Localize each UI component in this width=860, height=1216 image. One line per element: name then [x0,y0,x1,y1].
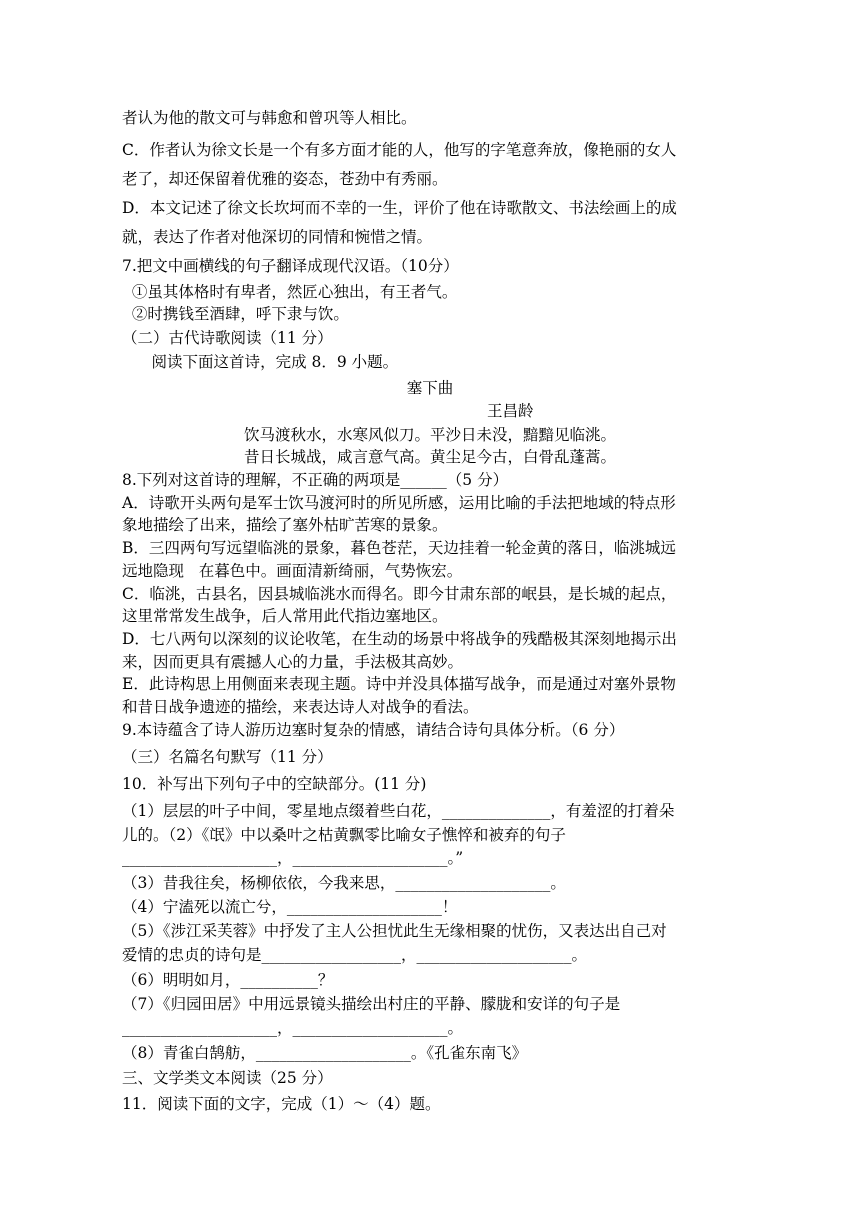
dictation-blanks: ____________________，____________________。” [122,849,464,867]
option-d-line-1: D．本文记述了徐文长坎坷而不幸的一生，评价了他在诗歌散文、书法绘画上的成 [122,199,677,217]
poetry-instruction: 阅读下面这首诗，完成 8．9 小题。 [122,353,399,371]
dictation-7: （7）《归园田居》中用远景镜头描绘出村庄的平静、朦胧和安详的句子是 [122,995,621,1013]
sentence-2: ②时携钱至酒肆，呼下隶与饮。 [122,305,349,323]
poem-author: 王昌龄 [487,402,534,420]
section-heading-poetry: （二）古代诗歌阅读（11 分） [122,329,333,347]
question-11: 11．阅读下面的文字，完成（1）～（4）题。 [122,1095,441,1113]
dictation-8: （8）青雀白鹄舫，____________________。《孔雀东南飞》 [122,1044,528,1062]
dictation-4: （4）宁溘死以流亡兮，____________________！ [122,898,458,916]
option-d-line-2: 就，表达了作者对他深切的同情和惋惜之情。 [122,228,433,246]
option-e-line-2: 和昔日战争遗迹的描绘，来表达诗人对战争的看法。 [122,698,479,716]
dictation-1: （1）层层的叶子中间，零星地点缀着些白花，______________，有羞涩的打着朵 [122,802,675,820]
option-b-line-1: B．三四两句写远望临洮的景象，暮色苍茫，天边挂着一轮金黄的落日，临洮城远 [122,539,676,557]
poem-line: 饮马渡秋水，水寒风似刀。平沙日未没，黯黯见临洮。 [243,426,616,444]
section-heading-literature: 三、文学类文本阅读（25 分） [122,1069,333,1087]
dictation-5-line-2: 爱情的忠贞的诗句是__________________，____________________。 [122,946,588,964]
option-c-line-2: 老了，却还保留着优雅的姿态，苍劲中有秀丽。 [122,170,448,188]
section-heading-dictation: （三）名篇名句默写（11 分） [122,748,333,766]
option-e-line-1: E．此诗构思上用侧面来表现主题。诗中并没具体描写战争，而是通过对塞外景物 [122,675,676,693]
option-a-line-1: A．诗歌开头两句是军士饮马渡河时的所见所感，运用比喻的手法把地域的特点形 [122,494,676,512]
question-9: 9.本诗蕴含了诗人游历边塞时复杂的情感，请结合诗句具体分析。（6 分） [122,721,625,739]
question-10: 10．补写出下列句子中的空缺部分。(11 分) [122,775,427,793]
dictation-5-line-1: （5）《涉江采芙蓉》中抒发了主人公担忧此生无缘相聚的忧伤，又表达出自己对 [122,922,667,940]
dictation-2: 儿的。（2）《氓》中以桑叶之枯黄飘零比喻女子憔悴和被弃的句子 [122,826,566,844]
dictation-3: （3）昔我往矣，杨柳依依，今我来思，____________________。 [122,874,566,892]
option-d-line-1: D．七八两句以深刻的议论收笔，在生动的场景中将战争的残酷极其深刻地揭示出 [122,630,677,648]
poem-line: 昔日长城战，咸言意气高。黄尘足今古，白骨乱蓬蒿。 [243,448,616,466]
option-d-line-2: 来，因而更具有震撼人心的力量，手法极其高妙。 [122,653,464,671]
question-8: 8.下列对这首诗的理解，不正确的两项是______（5 分） [122,471,509,489]
option-c-line-2: 这里常常发生战争，后人常用此代指边塞地区。 [122,607,448,625]
option-a-line-2: 象地描绘了出来，描绘了塞外枯旷苦寒的景象。 [122,516,448,534]
question-7: 7.把文中画横线的句子翻译成现代汉语。（10分） [122,257,459,275]
dictation-6: （6）明明如月，__________？ [122,971,334,989]
poem-title: 塞下曲 [406,379,454,397]
option-c-line-1: C．作者认为徐文长是一个有多方面才能的人，他写的字笔意奔放，像艳丽的女人 [122,141,677,159]
option-b-line-2: 远地隐现 在暮色中。画面清新绮丽，气势恢宏。 [122,562,463,580]
sentence-1: ①虽其体格时有卑者，然匠心独出，有王者气。 [122,283,458,301]
text-line: 者认为他的散文可与韩愈和曾巩等人相比。 [122,109,417,127]
option-c-line-1: C．临洮，古县名，因县城临洮水而得名。即今甘肃东部的岷县，是长城的起点， [122,585,677,603]
dictation-7-blanks: ____________________，____________________。 [122,1019,464,1037]
